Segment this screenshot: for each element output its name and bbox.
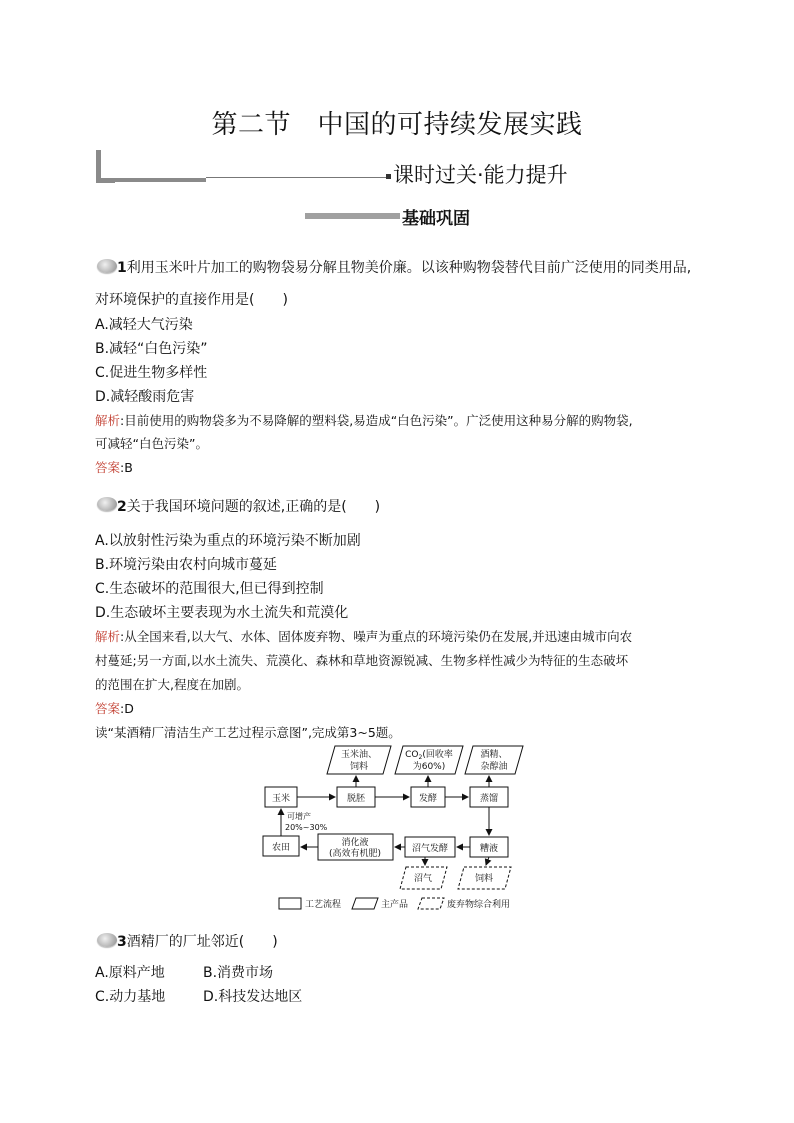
label-digestate-a: 消化液 bbox=[341, 838, 369, 848]
q3-option-b: B.消费市场 bbox=[203, 965, 274, 981]
q2-analysis-line3: 的范围在扩大,程度在加剧。 bbox=[95, 677, 249, 692]
q1-analysis-line2: 可减轻“白色污染”。 bbox=[95, 436, 208, 451]
q1-number: 1 bbox=[117, 260, 127, 276]
q2-answer: 答案:D bbox=[95, 701, 134, 716]
process-diagram bbox=[255, 744, 545, 914]
header-bar-decoration bbox=[101, 178, 206, 182]
legend-process-label: 工艺流程 bbox=[305, 900, 342, 910]
q1-stem-line1: 1利用玉米叶片加工的购物袋易分解且物美价廉。以该种购物袋替代目前广泛使用的同类用品, bbox=[117, 260, 692, 276]
page-title: 第二节 中国的可持续发展实践 bbox=[211, 110, 583, 140]
label-corn-oil-a: 玉米油、 bbox=[340, 750, 378, 760]
question-marker-icon bbox=[97, 497, 117, 511]
legend-product-swatch bbox=[352, 898, 378, 909]
q1-option-c: C.促进生物多样性 bbox=[95, 365, 208, 381]
header-divider bbox=[206, 177, 386, 178]
label-digestate-b: (高效有机肥) bbox=[328, 849, 382, 859]
label-ferment: 发酵 bbox=[418, 794, 438, 804]
q3-option-a: A.原料产地 bbox=[95, 965, 165, 981]
q1-option-d: D.减轻酸雨危害 bbox=[95, 389, 195, 405]
section-bar-decoration bbox=[305, 213, 400, 219]
legend-waste-swatch bbox=[418, 898, 444, 909]
q3-stem: 3酒精厂的厂址邻近( ) bbox=[117, 934, 278, 950]
q2-analysis-line2: 村蔓延;另一方面,以水土流失、荒漠化、森林和草地资源锐减、生物多样性减少为特征的生态破坏 bbox=[95, 653, 629, 668]
question-marker-icon bbox=[97, 259, 117, 273]
header-dot bbox=[386, 174, 391, 179]
label-degerm: 脱胚 bbox=[346, 794, 366, 804]
label-alcohol-a: 酒精、 bbox=[480, 750, 508, 760]
q2-stem: 2关于我国环境问题的叙述,正确的是( ) bbox=[117, 499, 381, 515]
q1-stem-line2: 对环境保护的直接作用是( ) bbox=[95, 292, 288, 308]
q2-option-a: A.以放射性污染为重点的环境污染不断加剧 bbox=[95, 533, 361, 549]
label-stillage: 糟液 bbox=[479, 844, 499, 854]
question-marker-icon bbox=[97, 933, 117, 947]
legend-waste-label: 废弃物综合利用 bbox=[447, 900, 511, 910]
label-distill: 蒸馏 bbox=[479, 794, 499, 804]
q1-analysis-line1: 解析:目前使用的购物袋多为不易降解的塑料袋,易造成“白色污染”。广泛使用这种易分解的购物袋, bbox=[95, 413, 633, 428]
label-co2-a: $CO_2$(回收率 bbox=[405, 750, 453, 761]
legend-product-label: 主产品 bbox=[381, 900, 409, 910]
q3-number: 3 bbox=[117, 934, 127, 950]
q2-option-d: D.生态破坏主要表现为水土流失和荒漠化 bbox=[95, 605, 349, 621]
diagram-intro: 读“某酒精厂清洁生产工艺过程示意图”,完成第3~5题。 bbox=[95, 725, 401, 740]
q2-option-b: B.环境污染由农村向城市蔓延 bbox=[95, 557, 278, 573]
q3-option-d: D.科技发达地区 bbox=[203, 989, 303, 1005]
label-yield-a: 可增产 bbox=[287, 812, 311, 821]
q2-option-c: C.生态破坏的范围很大,但已得到控制 bbox=[95, 581, 324, 597]
q3-option-c: C.动力基地 bbox=[95, 989, 166, 1005]
label-corn-oil-b: 饲料 bbox=[349, 762, 369, 772]
legend-process-swatch bbox=[279, 898, 301, 909]
q1-option-a: A.减轻大气污染 bbox=[95, 317, 193, 333]
label-corn: 玉米 bbox=[271, 794, 291, 804]
section-title: 基础巩固 bbox=[402, 209, 470, 229]
label-feed: 饲料 bbox=[474, 874, 494, 884]
label-alcohol-b: 杂醇油 bbox=[480, 762, 508, 772]
label-yield-b: 20%~30% bbox=[285, 823, 328, 832]
q2-analysis-line1: 解析:从全国来看,以大气、水体、固体废弃物、噪声为重点的环境污染仍在发展,并迅速由城市向农 bbox=[95, 629, 633, 644]
q1-answer: 答案:B bbox=[95, 460, 133, 475]
page-subtitle: 课时过关·能力提升 bbox=[393, 163, 568, 187]
q1-option-b: B.减轻“白色污染” bbox=[95, 341, 208, 357]
q2-number: 2 bbox=[117, 499, 127, 515]
label-biogas-ferment: 沼气发酵 bbox=[411, 844, 449, 854]
label-biogas: 沼气 bbox=[413, 874, 433, 884]
label-farmland: 农田 bbox=[271, 843, 291, 853]
label-co2-b: 为60%) bbox=[412, 762, 446, 772]
